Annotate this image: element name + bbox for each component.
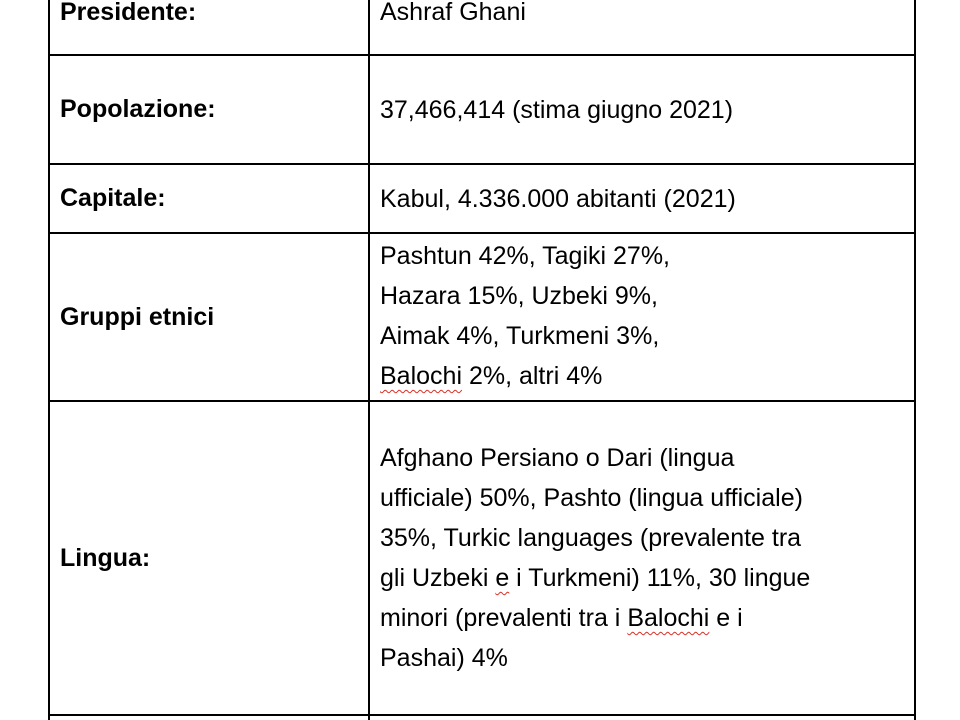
- table-row-presidente: [48, 0, 916, 54]
- text-fragment: e i: [709, 604, 743, 632]
- value-presidente: [370, 0, 916, 54]
- value-line: Kabul, 4.336.000 abitanti (2021): [380, 184, 736, 213]
- value-gruppi-etnici: [370, 234, 916, 400]
- value-line: Aimak 4%, Turkmeni 3%,: [380, 322, 660, 350]
- spellcheck-word[interactable]: Balochi: [627, 604, 710, 632]
- label-lingua: Lingua:: [48, 402, 370, 714]
- label-next: [48, 716, 370, 720]
- label-presidente: Presidente:: [48, 0, 370, 54]
- value-lingua: [370, 402, 916, 714]
- value-line: 35%, Turkic languages (prevalente tra: [380, 524, 802, 552]
- info-table: [48, 0, 916, 720]
- value-capitale: [370, 165, 916, 232]
- spellcheck-word[interactable]: Balochi: [380, 362, 462, 390]
- table-row-capitale: [48, 163, 916, 232]
- table-row-popolazione: [48, 54, 916, 163]
- text-fragment: minori (prevalenti tra i: [380, 604, 628, 632]
- value-line: Afghano Persiano o Dari (lingua: [380, 444, 735, 472]
- value-line: Pashai) 4%: [380, 644, 508, 672]
- text-fragment: i Turkmeni) 11%, 30 lingue: [509, 564, 811, 592]
- value-line: [380, 598, 914, 638]
- label-gruppi-etnici: Gruppi etnici: [48, 234, 370, 400]
- value-line: Hazara 15%, Uzbeki 9%,: [380, 282, 658, 310]
- spellcheck-word[interactable]: e: [495, 564, 510, 592]
- value-line: [380, 356, 914, 396]
- table-row-gruppi-etnici: [48, 232, 916, 400]
- value-line: [380, 558, 914, 598]
- label-capitale: Capitale:: [48, 165, 370, 232]
- table-row-next: [48, 714, 916, 720]
- value-line: Pashtun 42%, Tagiki 27%,: [380, 242, 671, 270]
- value-line: 37,466,414 (stima giugno 2021): [380, 95, 734, 124]
- value-popolazione: [370, 56, 916, 163]
- value-line: Ashraf Ghani: [380, 0, 526, 26]
- text-fragment: 2%, altri 4%: [462, 362, 603, 390]
- table-row-lingua: [48, 400, 916, 714]
- label-popolazione: Popolazione:: [48, 56, 370, 163]
- text-fragment: gli Uzbeki: [380, 564, 496, 592]
- value-line: ufficiale) 50%, Pashto (lingua ufficiale): [380, 484, 803, 512]
- value-next: [370, 716, 916, 720]
